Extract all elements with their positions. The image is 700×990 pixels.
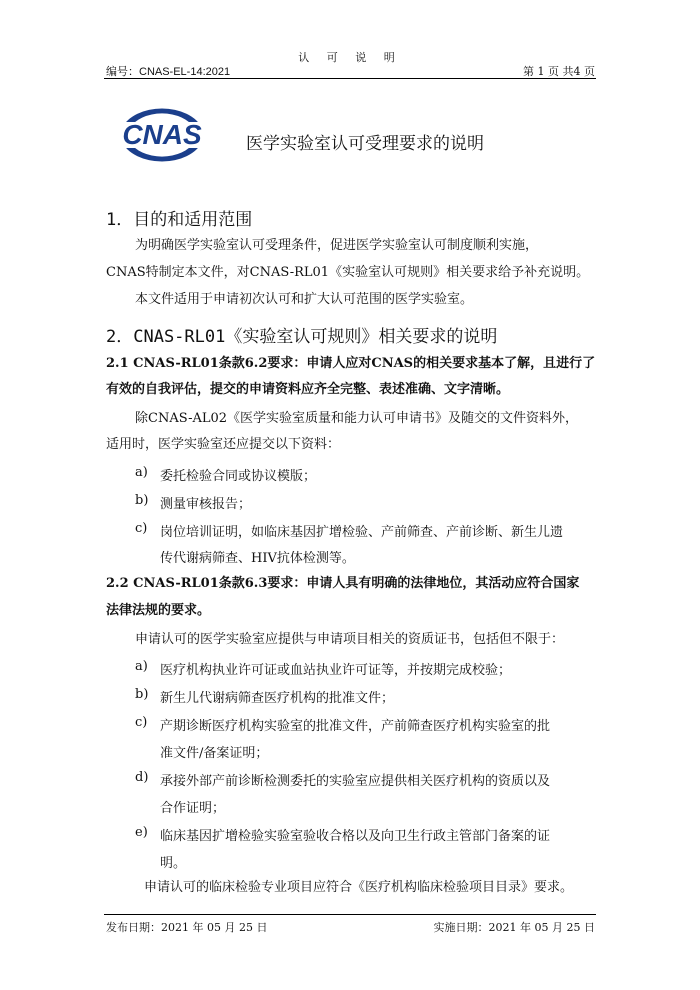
effective-date: 实施日期：2021 年 05 月 25 日: [433, 921, 595, 934]
clause-2-2-line1: 2.2 CNAS-RL01条款6.3要求：申请人具有明确的法律地位，其活动应符合国家: [106, 576, 580, 591]
section1-heading: 1．目的和适用范围: [106, 210, 253, 230]
list-marker: a): [135, 659, 148, 674]
list-item-continuation: 传代谢病筛查、HIV抗体检测等。: [160, 551, 355, 566]
svg-text:CNAS: CNAS: [122, 119, 202, 150]
cnas-logo: [112, 98, 212, 172]
header-center-title: 认 可 说 明: [298, 51, 402, 64]
list-item: 临床基因扩增检验实验室验收合格以及向卫生行政主管部门备案的证: [160, 829, 551, 844]
list-item-continuation: 准文件/备案证明；: [160, 746, 269, 761]
list-marker: b): [135, 687, 149, 702]
list-marker: c): [135, 715, 148, 730]
list-marker: d): [135, 770, 149, 785]
section1-para2: 本文件适用于申请初次认可和扩大认可范围的医学实验室。: [135, 292, 474, 307]
header-rule: [104, 78, 596, 79]
list-marker: a): [135, 465, 148, 480]
closing-paragraph: 申请认可的临床检验专业项目应符合《医疗机构临床检验项目目录》要求。: [144, 880, 574, 895]
list-item: 新生儿代谢病筛查医疗机构的批准文件；: [160, 691, 395, 706]
list-item: 承接外部产前诊断检测委托的实验室应提供相关医疗机构的资质以及: [160, 774, 551, 789]
footer-rule: [104, 914, 596, 915]
list-marker: b): [135, 493, 149, 508]
list-item: 委托检验合同或协议模版；: [160, 469, 317, 484]
clause-2-1-para-line1: 除CNAS-AL02《医学实验室质量和能力认可申请书》及随交的文件资料外，: [135, 411, 579, 426]
list-marker: e): [135, 825, 148, 840]
clause-2-1-line2: 有效的自我评估，提交的申请资料应齐全完整、表述准确、文字清晰。: [106, 382, 510, 397]
section1-para1-line2: CNAS特制定本文件，对CNAS-RL01《实验室认可规则》相关要求给予补充说明。: [106, 265, 590, 280]
issue-date: 发布日期：2021 年 05 月 25 日: [106, 921, 268, 934]
document-title: 医学实验室认可受理要求的说明: [246, 134, 484, 154]
clause-2-2-line2: 法律法规的要求。: [106, 603, 211, 618]
list-marker: c): [135, 521, 148, 536]
list-item-continuation: 明。: [160, 856, 187, 871]
clause-2-2-para: 申请认可的医学实验室应提供与申请项目相关的资质证书，包括但不限于：: [135, 632, 565, 647]
list-item: 测量审核报告；: [160, 497, 252, 512]
list-item: 岗位培训证明，如临床基因扩增检验、产前筛查、产前诊断、新生儿遗: [160, 525, 564, 540]
list-item: 医疗机构执业许可证或血站执业许可证等，并按期完成校验；: [160, 663, 512, 678]
clause-2-1-line1: 2.1 CNAS-RL01条款6.2要求：申请人应对CNAS的相关要求基本了解，且进行了: [106, 356, 596, 371]
page-info: 第 1 页 共4 页: [523, 65, 595, 78]
list-item-continuation: 合作证明；: [160, 801, 226, 816]
doc-number: 编号：CNAS-EL-14:2021: [106, 66, 231, 78]
clause-2-1-para-line2: 适用时，医学实验室还应提交以下资料：: [106, 437, 341, 452]
section1-para1-line1: 为明确医学实验室认可受理条件，促进医学实验室认可制度顺利实施，: [135, 238, 539, 253]
list-item: 产期诊断医疗机构实验室的批准文件，产前筛查医疗机构实验室的批: [160, 719, 551, 734]
section2-heading: 2．CNAS-RL01《实验室认可规则》相关要求的说明: [106, 327, 498, 347]
